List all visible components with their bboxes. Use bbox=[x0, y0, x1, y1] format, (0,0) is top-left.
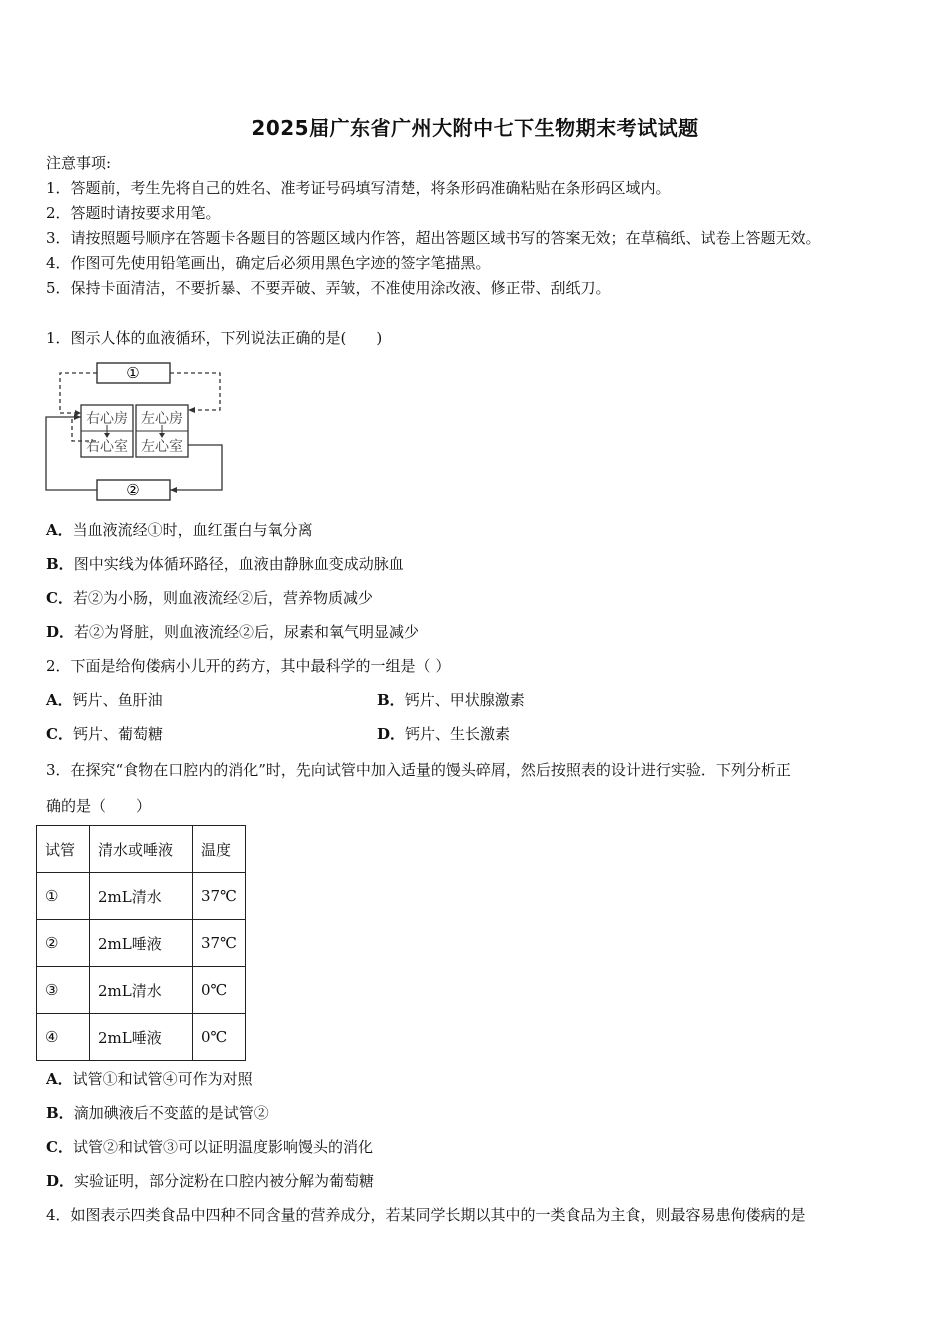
question-4-stem: 4．如图表示四类食品中四种不同含量的营养成分，若某同学长期以其中的一类食品为主食，则最容易患佝偻病的是 bbox=[46, 1206, 806, 1224]
q3-option-b bbox=[46, 1102, 269, 1123]
option-text: 钙片、葡萄糖 bbox=[72, 725, 163, 743]
right-atrium-label: 右心房 bbox=[86, 411, 128, 427]
option-letter: C． bbox=[46, 725, 73, 743]
option-text: 当血液流经①时，血红蛋白与氧分离 bbox=[72, 521, 313, 539]
q2-option-b bbox=[377, 689, 525, 710]
option-letter: A． bbox=[46, 521, 73, 539]
table-cell: 2mL清水 bbox=[90, 873, 193, 920]
left-atrium-label: 左心房 bbox=[141, 411, 183, 427]
table-cell: 2mL清水 bbox=[90, 967, 193, 1014]
option-letter: A． bbox=[46, 691, 73, 709]
option-text: 实验证明，部分淀粉在口腔内被分解为葡萄糖 bbox=[74, 1172, 375, 1190]
option-text: 钙片、鱼肝油 bbox=[72, 691, 163, 709]
table-cell: 37℃ bbox=[193, 920, 246, 967]
option-letter: C． bbox=[46, 1138, 73, 1156]
table-cell: ② bbox=[37, 920, 90, 967]
option-letter: B． bbox=[46, 555, 74, 573]
notice-item: 1．答题前，考生先将自己的姓名、准考证号码填写清楚，将条形码准确粘贴在条形码区域内。 bbox=[46, 179, 671, 197]
q1-option-c bbox=[46, 587, 373, 608]
table-cell: 0℃ bbox=[193, 1014, 246, 1061]
q1-option-d bbox=[46, 621, 419, 642]
option-letter: A． bbox=[46, 1070, 73, 1088]
question-2-stem: 2．下面是给佝偻病小儿开的药方，其中最科学的一组是（ ） bbox=[46, 657, 451, 675]
option-letter: B． bbox=[46, 1104, 74, 1122]
table-cell: 37℃ bbox=[193, 873, 246, 920]
q3-option-a bbox=[46, 1068, 253, 1089]
option-text: 钙片、生长激素 bbox=[405, 725, 511, 743]
notice-item: 5．保持卡面清洁，不要折暴、不要弄破、弄皱，不准使用涂改液、修正带、刮纸刀。 bbox=[46, 279, 611, 297]
option-text: 钙片、甲状腺激素 bbox=[404, 691, 525, 709]
right-ventricle-label: 右心室 bbox=[86, 439, 128, 455]
option-text: 图中实线为体循环路径，血液由静脉血变成动脉血 bbox=[73, 555, 404, 573]
option-letter: B． bbox=[377, 691, 405, 709]
option-letter: C． bbox=[46, 589, 73, 607]
question-1-stem: 1．图示人体的血液循环，下列说法正确的是( ) bbox=[46, 329, 383, 347]
option-letter: D． bbox=[46, 1172, 75, 1190]
table-cell: ③ bbox=[37, 967, 90, 1014]
option-text: 试管②和试管③可以证明温度影响馒头的消化 bbox=[72, 1138, 373, 1156]
table-cell: ① bbox=[37, 873, 90, 920]
option-letter: D． bbox=[377, 725, 406, 743]
q1-option-a bbox=[46, 519, 313, 540]
page-title: 2025届广东省广州大附中七下生物期末考试试题 bbox=[251, 116, 699, 140]
option-letter: D． bbox=[46, 623, 75, 641]
question-3-stem-line-1: 3．在探究“食物在口腔内的消化”时，先向试管中加入适量的馒头碎屑，然后按照表的设计进行实验．下列分析正 bbox=[46, 761, 791, 779]
organ-box-2-label: ② bbox=[126, 481, 140, 499]
experiment-table bbox=[36, 825, 246, 1061]
organ-box-1-label: ① bbox=[126, 364, 140, 382]
table-header-row bbox=[37, 826, 246, 873]
table-row bbox=[37, 1014, 246, 1061]
option-text: 试管①和试管④可作为对照 bbox=[72, 1070, 253, 1088]
q2-option-c bbox=[46, 723, 163, 744]
q3-option-d bbox=[46, 1170, 374, 1191]
q3-option-c bbox=[46, 1136, 373, 1157]
q2-option-d bbox=[377, 723, 510, 744]
table-row bbox=[37, 920, 246, 967]
table-cell: 2mL唾液 bbox=[90, 920, 193, 967]
table-row bbox=[37, 967, 246, 1014]
table-header-cell: 温度 bbox=[193, 826, 246, 873]
table-cell: 2mL唾液 bbox=[90, 1014, 193, 1061]
table-header-cell: 试管 bbox=[37, 826, 90, 873]
blood-circulation-diagram bbox=[40, 355, 240, 505]
table-row bbox=[37, 873, 246, 920]
table-header-cell: 清水或唾液 bbox=[90, 826, 193, 873]
left-ventricle-label: 左心室 bbox=[141, 439, 183, 455]
q2-option-a bbox=[46, 689, 163, 710]
notice-heading: 注意事项: bbox=[46, 154, 112, 172]
notice-item: 3．请按照题号顺序在答题卡各题目的答题区域内作答，超出答题区域书写的答案无效；在草稿纸、试卷上答题无效。 bbox=[46, 229, 821, 247]
option-text: 若②为肾脏，则血液流经②后，尿素和氧气明显减少 bbox=[74, 623, 420, 641]
question-3-stem-line-2: 确的是（ ） bbox=[46, 797, 152, 815]
table-cell: ④ bbox=[37, 1014, 90, 1061]
table-cell: 0℃ bbox=[193, 967, 246, 1014]
notice-item: 2．答题时请按要求用笔。 bbox=[46, 204, 221, 222]
option-text: 若②为小肠，则血液流经②后，营养物质减少 bbox=[72, 589, 373, 607]
q1-option-b bbox=[46, 553, 404, 574]
notice-item: 4．作图可先使用铅笔画出，确定后必须用黑色字迹的签字笔描黑。 bbox=[46, 254, 491, 272]
option-text: 滴加碘液后不变蓝的是试管② bbox=[73, 1104, 269, 1122]
